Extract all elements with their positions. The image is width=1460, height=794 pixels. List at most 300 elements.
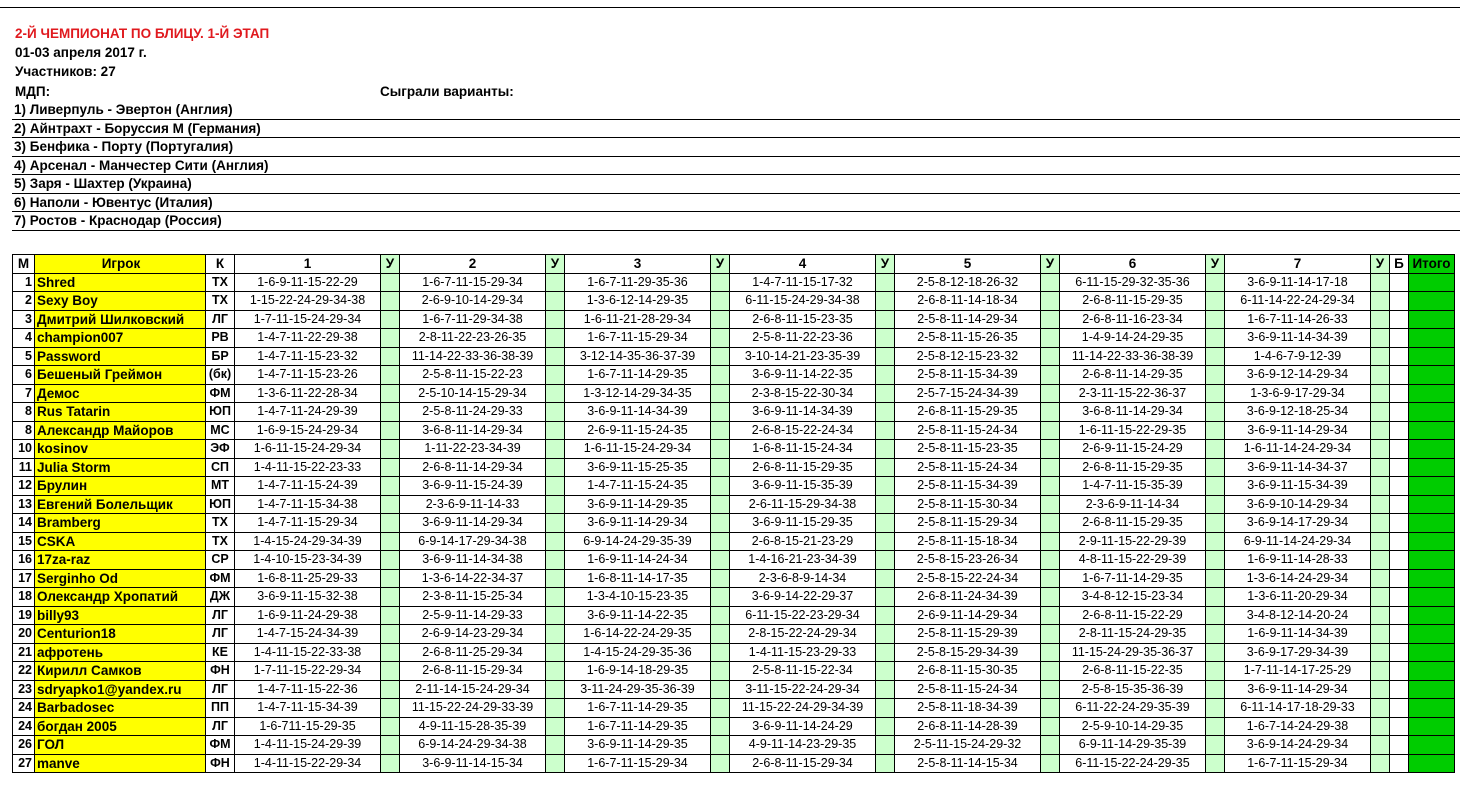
b-cell[interactable]: [1390, 440, 1409, 459]
round-2-variant-cell[interactable]: 3-6-9-11-15-24-39: [400, 477, 546, 496]
round-1-u-cell[interactable]: [381, 588, 400, 607]
b-cell[interactable]: [1390, 606, 1409, 625]
round-3-variant-cell[interactable]: 3-6-9-11-14-22-35: [565, 606, 711, 625]
round-1-variant-cell[interactable]: 1-4-7-11-24-29-39: [235, 403, 381, 422]
round-2-u-cell[interactable]: [546, 514, 565, 533]
round-5-variant-cell[interactable]: 2-6-9-11-14-29-34: [895, 606, 1041, 625]
round-5-u-cell[interactable]: [1041, 569, 1060, 588]
round-4-variant-cell[interactable]: 2-6-11-15-29-34-38: [730, 495, 876, 514]
b-cell[interactable]: [1390, 477, 1409, 496]
round-7-u-cell[interactable]: [1371, 440, 1390, 459]
round-4-variant-cell[interactable]: 2-5-8-11-22-23-36: [730, 329, 876, 348]
total-cell[interactable]: [1409, 347, 1455, 366]
round-6-variant-cell[interactable]: 2-8-11-15-24-29-35: [1060, 625, 1206, 644]
round-5-variant-cell[interactable]: 2-5-8-11-15-26-35: [895, 329, 1041, 348]
round-2-variant-cell[interactable]: 2-6-8-11-14-29-34: [400, 458, 546, 477]
round-1-u-cell[interactable]: [381, 625, 400, 644]
player-name-cell[interactable]: Демос: [35, 384, 206, 403]
round-3-variant-cell[interactable]: 3-6-9-11-14-29-34: [565, 514, 711, 533]
player-name-cell[interactable]: афротень: [35, 643, 206, 662]
round-4-variant-cell[interactable]: 2-3-8-15-22-30-34: [730, 384, 876, 403]
player-name-cell[interactable]: Кирилл Самков: [35, 662, 206, 681]
round-4-u-cell[interactable]: [876, 440, 895, 459]
round-5-variant-cell[interactable]: 2-5-8-11-15-34-39: [895, 477, 1041, 496]
round-1-variant-cell[interactable]: 1-4-11-15-24-29-39: [235, 736, 381, 755]
round-1-variant-cell[interactable]: 1-7-11-15-24-29-34: [235, 310, 381, 329]
round-2-u-cell[interactable]: [546, 606, 565, 625]
round-1-u-cell[interactable]: [381, 551, 400, 570]
round-4-u-cell[interactable]: [876, 310, 895, 329]
round-5-u-cell[interactable]: [1041, 310, 1060, 329]
header-round-5[interactable]: 5: [895, 255, 1041, 274]
round-7-variant-cell[interactable]: 3-6-9-12-18-25-34: [1225, 403, 1371, 422]
round-7-variant-cell[interactable]: 1-6-7-11-15-29-34: [1225, 754, 1371, 773]
round-1-variant-cell[interactable]: 1-4-7-11-15-23-32: [235, 347, 381, 366]
row-number-cell[interactable]: 7: [13, 384, 35, 403]
round-5-variant-cell[interactable]: 2-5-8-11-15-24-34: [895, 680, 1041, 699]
round-3-u-cell[interactable]: [711, 440, 730, 459]
b-cell[interactable]: [1390, 495, 1409, 514]
round-5-u-cell[interactable]: [1041, 514, 1060, 533]
round-1-variant-cell[interactable]: 1-4-7-11-15-22-36: [235, 680, 381, 699]
total-cell[interactable]: [1409, 606, 1455, 625]
round-7-u-cell[interactable]: [1371, 643, 1390, 662]
round-1-u-cell[interactable]: [381, 366, 400, 385]
round-5-u-cell[interactable]: [1041, 440, 1060, 459]
total-cell[interactable]: [1409, 514, 1455, 533]
round-6-variant-cell[interactable]: 6-11-15-29-32-35-36: [1060, 273, 1206, 292]
round-5-variant-cell[interactable]: 2-5-8-11-18-34-39: [895, 699, 1041, 718]
round-7-variant-cell[interactable]: 1-6-9-11-14-28-33: [1225, 551, 1371, 570]
row-number-cell[interactable]: 13: [13, 495, 35, 514]
round-1-u-cell[interactable]: [381, 643, 400, 662]
round-2-u-cell[interactable]: [546, 643, 565, 662]
round-6-variant-cell[interactable]: 2-6-8-11-15-29-35: [1060, 514, 1206, 533]
round-5-variant-cell[interactable]: 2-6-8-11-14-18-34: [895, 292, 1041, 311]
total-cell[interactable]: [1409, 310, 1455, 329]
round-1-u-cell[interactable]: [381, 273, 400, 292]
round-4-u-cell[interactable]: [876, 699, 895, 718]
round-4-variant-cell[interactable]: 3-11-15-22-24-29-34: [730, 680, 876, 699]
row-number-cell[interactable]: 22: [13, 662, 35, 681]
round-3-variant-cell[interactable]: 1-3-12-14-29-34-35: [565, 384, 711, 403]
player-name-cell[interactable]: kosinov: [35, 440, 206, 459]
round-5-u-cell[interactable]: [1041, 292, 1060, 311]
round-5-u-cell[interactable]: [1041, 403, 1060, 422]
round-1-u-cell[interactable]: [381, 606, 400, 625]
round-3-variant-cell[interactable]: 1-6-7-11-15-29-34: [565, 329, 711, 348]
header-u-7[interactable]: У: [1371, 255, 1390, 274]
total-cell[interactable]: [1409, 421, 1455, 440]
round-7-variant-cell[interactable]: 3-6-9-11-14-17-18: [1225, 273, 1371, 292]
round-3-variant-cell[interactable]: 1-6-9-14-18-29-35: [565, 662, 711, 681]
header-total[interactable]: Итого: [1409, 255, 1455, 274]
round-2-variant-cell[interactable]: 2-11-14-15-24-29-34: [400, 680, 546, 699]
round-7-variant-cell[interactable]: 3-6-9-11-15-34-39: [1225, 477, 1371, 496]
round-7-variant-cell[interactable]: 3-6-9-11-14-29-34: [1225, 680, 1371, 699]
round-1-variant-cell[interactable]: 1-4-7-11-15-24-39: [235, 477, 381, 496]
round-4-u-cell[interactable]: [876, 421, 895, 440]
round-2-u-cell[interactable]: [546, 551, 565, 570]
header-player[interactable]: Игрок: [35, 255, 206, 274]
round-7-u-cell[interactable]: [1371, 347, 1390, 366]
total-cell[interactable]: [1409, 440, 1455, 459]
row-number-cell[interactable]: 2: [13, 292, 35, 311]
round-4-variant-cell[interactable]: 2-6-8-11-15-29-34: [730, 754, 876, 773]
player-name-cell[interactable]: 17za-raz: [35, 551, 206, 570]
round-4-u-cell[interactable]: [876, 569, 895, 588]
class-code-cell[interactable]: ЛГ: [206, 717, 235, 736]
round-6-variant-cell[interactable]: 1-4-7-11-15-35-39: [1060, 477, 1206, 496]
round-3-u-cell[interactable]: [711, 754, 730, 773]
round-2-variant-cell[interactable]: 3-6-9-11-14-34-38: [400, 551, 546, 570]
round-5-u-cell[interactable]: [1041, 495, 1060, 514]
class-code-cell[interactable]: СП: [206, 458, 235, 477]
round-6-u-cell[interactable]: [1206, 551, 1225, 570]
round-7-u-cell[interactable]: [1371, 736, 1390, 755]
round-6-u-cell[interactable]: [1206, 347, 1225, 366]
round-4-u-cell[interactable]: [876, 273, 895, 292]
round-2-u-cell[interactable]: [546, 310, 565, 329]
player-name-cell[interactable]: Julia Storm: [35, 458, 206, 477]
round-7-variant-cell[interactable]: 1-6-7-11-14-26-33: [1225, 310, 1371, 329]
round-2-variant-cell[interactable]: 2-5-8-11-24-29-33: [400, 403, 546, 422]
round-6-u-cell[interactable]: [1206, 680, 1225, 699]
round-1-u-cell[interactable]: [381, 292, 400, 311]
round-4-variant-cell[interactable]: 3-6-9-11-14-34-39: [730, 403, 876, 422]
round-4-u-cell[interactable]: [876, 625, 895, 644]
round-3-variant-cell[interactable]: 1-6-7-11-14-29-35: [565, 366, 711, 385]
header-round-7[interactable]: 7: [1225, 255, 1371, 274]
round-3-variant-cell[interactable]: 6-9-14-24-29-35-39: [565, 532, 711, 551]
header-u-1[interactable]: У: [381, 255, 400, 274]
round-1-variant-cell[interactable]: 1-4-7-11-15-23-26: [235, 366, 381, 385]
b-cell[interactable]: [1390, 329, 1409, 348]
round-4-u-cell[interactable]: [876, 347, 895, 366]
total-cell[interactable]: [1409, 680, 1455, 699]
round-6-variant-cell[interactable]: 6-11-15-22-24-29-35: [1060, 754, 1206, 773]
round-1-variant-cell[interactable]: 1-4-7-11-15-29-34: [235, 514, 381, 533]
round-6-u-cell[interactable]: [1206, 440, 1225, 459]
round-6-u-cell[interactable]: [1206, 643, 1225, 662]
round-7-u-cell[interactable]: [1371, 310, 1390, 329]
class-code-cell[interactable]: ПП: [206, 699, 235, 718]
round-6-variant-cell[interactable]: 3-6-8-11-14-29-34: [1060, 403, 1206, 422]
round-5-u-cell[interactable]: [1041, 532, 1060, 551]
round-2-u-cell[interactable]: [546, 384, 565, 403]
round-4-variant-cell[interactable]: 11-15-22-24-29-34-39: [730, 699, 876, 718]
player-name-cell[interactable]: Олександр Хропатий: [35, 588, 206, 607]
total-cell[interactable]: [1409, 329, 1455, 348]
total-cell[interactable]: [1409, 754, 1455, 773]
round-3-variant-cell[interactable]: 1-6-7-11-15-29-34: [565, 754, 711, 773]
row-number-cell[interactable]: 14: [13, 514, 35, 533]
round-1-variant-cell[interactable]: 1-3-6-11-22-28-34: [235, 384, 381, 403]
round-2-variant-cell[interactable]: 2-5-9-11-14-29-33: [400, 606, 546, 625]
round-7-variant-cell[interactable]: 3-6-9-14-24-29-34: [1225, 736, 1371, 755]
round-6-variant-cell[interactable]: 1-4-9-14-24-29-35: [1060, 329, 1206, 348]
player-name-cell[interactable]: Дмитрий Шилковский: [35, 310, 206, 329]
header-round-2[interactable]: 2: [400, 255, 546, 274]
round-4-u-cell[interactable]: [876, 495, 895, 514]
player-name-cell[interactable]: champion007: [35, 329, 206, 348]
round-6-variant-cell[interactable]: 4-8-11-15-22-29-39: [1060, 551, 1206, 570]
round-5-variant-cell[interactable]: 2-5-8-11-15-18-34: [895, 532, 1041, 551]
row-number-cell[interactable]: 3: [13, 310, 35, 329]
round-1-variant-cell[interactable]: 1-6-9-11-15-22-29: [235, 273, 381, 292]
round-4-u-cell[interactable]: [876, 329, 895, 348]
round-6-variant-cell[interactable]: 3-4-8-12-15-23-34: [1060, 588, 1206, 607]
round-5-variant-cell[interactable]: 2-5-8-11-15-23-35: [895, 440, 1041, 459]
round-3-u-cell[interactable]: [711, 569, 730, 588]
round-4-variant-cell[interactable]: 3-6-9-11-14-24-29: [730, 717, 876, 736]
round-7-u-cell[interactable]: [1371, 754, 1390, 773]
b-cell[interactable]: [1390, 292, 1409, 311]
round-6-u-cell[interactable]: [1206, 310, 1225, 329]
round-5-u-cell[interactable]: [1041, 551, 1060, 570]
b-cell[interactable]: [1390, 384, 1409, 403]
round-7-variant-cell[interactable]: 3-6-9-11-14-34-39: [1225, 329, 1371, 348]
row-number-cell[interactable]: 16: [13, 551, 35, 570]
round-3-variant-cell[interactable]: 3-6-9-11-15-25-35: [565, 458, 711, 477]
b-cell[interactable]: [1390, 754, 1409, 773]
round-3-u-cell[interactable]: [711, 625, 730, 644]
round-3-variant-cell[interactable]: 1-4-7-11-15-24-35: [565, 477, 711, 496]
total-cell[interactable]: [1409, 532, 1455, 551]
total-cell[interactable]: [1409, 551, 1455, 570]
row-number-cell[interactable]: 1: [13, 273, 35, 292]
round-3-u-cell[interactable]: [711, 588, 730, 607]
b-cell[interactable]: [1390, 366, 1409, 385]
round-4-u-cell[interactable]: [876, 292, 895, 311]
class-code-cell[interactable]: ЭФ: [206, 440, 235, 459]
round-7-variant-cell[interactable]: 6-11-14-17-18-29-33: [1225, 699, 1371, 718]
round-7-u-cell[interactable]: [1371, 699, 1390, 718]
round-5-u-cell[interactable]: [1041, 717, 1060, 736]
round-2-variant-cell[interactable]: 2-3-8-11-15-25-34: [400, 588, 546, 607]
round-6-variant-cell[interactable]: 2-6-8-11-15-22-29: [1060, 606, 1206, 625]
round-5-variant-cell[interactable]: 2-6-8-11-24-34-39: [895, 588, 1041, 607]
round-6-variant-cell[interactable]: 6-11-22-24-29-35-39: [1060, 699, 1206, 718]
player-name-cell[interactable]: ГОЛ: [35, 736, 206, 755]
round-3-u-cell[interactable]: [711, 606, 730, 625]
round-6-variant-cell[interactable]: 2-6-8-11-14-29-35: [1060, 366, 1206, 385]
round-3-u-cell[interactable]: [711, 699, 730, 718]
round-3-u-cell[interactable]: [711, 495, 730, 514]
row-number-cell[interactable]: 10: [13, 440, 35, 459]
round-5-u-cell[interactable]: [1041, 625, 1060, 644]
round-7-variant-cell[interactable]: 3-6-9-14-17-29-34: [1225, 514, 1371, 533]
class-code-cell[interactable]: РВ: [206, 329, 235, 348]
b-cell[interactable]: [1390, 588, 1409, 607]
round-4-u-cell[interactable]: [876, 717, 895, 736]
round-2-variant-cell[interactable]: 3-6-9-11-14-15-34: [400, 754, 546, 773]
round-3-u-cell[interactable]: [711, 532, 730, 551]
round-6-u-cell[interactable]: [1206, 495, 1225, 514]
round-7-u-cell[interactable]: [1371, 329, 1390, 348]
round-3-variant-cell[interactable]: 1-6-7-11-14-29-35: [565, 717, 711, 736]
row-number-cell[interactable]: 27: [13, 754, 35, 773]
round-7-variant-cell[interactable]: 3-6-9-11-14-29-34: [1225, 421, 1371, 440]
b-cell[interactable]: [1390, 736, 1409, 755]
header-u-3[interactable]: У: [711, 255, 730, 274]
row-number-cell[interactable]: 8: [13, 403, 35, 422]
round-1-u-cell[interactable]: [381, 699, 400, 718]
round-2-variant-cell[interactable]: 2-6-9-14-23-29-34: [400, 625, 546, 644]
round-1-variant-cell[interactable]: 1-4-7-11-15-34-38: [235, 495, 381, 514]
round-7-variant-cell[interactable]: 1-4-6-7-9-12-39: [1225, 347, 1371, 366]
round-1-u-cell[interactable]: [381, 662, 400, 681]
round-3-variant-cell[interactable]: 1-4-15-24-29-35-36: [565, 643, 711, 662]
player-name-cell[interactable]: Bramberg: [35, 514, 206, 533]
class-code-cell[interactable]: ДЖ: [206, 588, 235, 607]
player-name-cell[interactable]: Евгений Болельщик: [35, 495, 206, 514]
round-4-variant-cell[interactable]: 2-3-6-8-9-14-34: [730, 569, 876, 588]
round-5-u-cell[interactable]: [1041, 329, 1060, 348]
round-4-u-cell[interactable]: [876, 514, 895, 533]
round-3-variant-cell[interactable]: 1-6-11-21-28-29-34: [565, 310, 711, 329]
b-cell[interactable]: [1390, 273, 1409, 292]
round-3-u-cell[interactable]: [711, 736, 730, 755]
total-cell[interactable]: [1409, 643, 1455, 662]
round-2-variant-cell[interactable]: 3-6-9-11-14-29-34: [400, 514, 546, 533]
round-3-u-cell[interactable]: [711, 384, 730, 403]
round-1-u-cell[interactable]: [381, 458, 400, 477]
total-cell[interactable]: [1409, 699, 1455, 718]
class-code-cell[interactable]: ТХ: [206, 273, 235, 292]
round-1-variant-cell[interactable]: 1-6-9-15-24-29-34: [235, 421, 381, 440]
class-code-cell[interactable]: БР: [206, 347, 235, 366]
row-number-cell[interactable]: 19: [13, 606, 35, 625]
round-1-variant-cell[interactable]: 1-4-15-24-29-34-39: [235, 532, 381, 551]
round-4-variant-cell[interactable]: 3-6-9-11-14-22-35: [730, 366, 876, 385]
round-5-variant-cell[interactable]: 2-5-8-11-14-29-34: [895, 310, 1041, 329]
round-6-variant-cell[interactable]: 1-6-7-11-14-29-35: [1060, 569, 1206, 588]
round-1-variant-cell[interactable]: 1-4-11-15-22-33-38: [235, 643, 381, 662]
round-7-variant-cell[interactable]: 1-6-9-11-14-34-39: [1225, 625, 1371, 644]
round-3-u-cell[interactable]: [711, 514, 730, 533]
round-3-variant-cell[interactable]: 1-6-11-15-24-29-34: [565, 440, 711, 459]
class-code-cell[interactable]: ТХ: [206, 292, 235, 311]
round-6-variant-cell[interactable]: 1-6-11-15-22-29-35: [1060, 421, 1206, 440]
round-7-u-cell[interactable]: [1371, 680, 1390, 699]
round-6-variant-cell[interactable]: 2-6-9-11-15-24-29: [1060, 440, 1206, 459]
b-cell[interactable]: [1390, 551, 1409, 570]
round-2-variant-cell[interactable]: 2-5-8-11-15-22-23: [400, 366, 546, 385]
round-2-variant-cell[interactable]: 1-3-6-14-22-34-37: [400, 569, 546, 588]
round-6-u-cell[interactable]: [1206, 699, 1225, 718]
round-5-u-cell[interactable]: [1041, 477, 1060, 496]
row-number-cell[interactable]: 8: [13, 421, 35, 440]
round-5-u-cell[interactable]: [1041, 347, 1060, 366]
round-7-u-cell[interactable]: [1371, 384, 1390, 403]
player-name-cell[interactable]: billy93: [35, 606, 206, 625]
round-2-variant-cell[interactable]: 1-6-7-11-29-34-38: [400, 310, 546, 329]
round-3-u-cell[interactable]: [711, 403, 730, 422]
round-1-u-cell[interactable]: [381, 347, 400, 366]
row-number-cell[interactable]: 17: [13, 569, 35, 588]
class-code-cell[interactable]: ФМ: [206, 384, 235, 403]
header-u-2[interactable]: У: [546, 255, 565, 274]
b-cell[interactable]: [1390, 347, 1409, 366]
round-4-variant-cell[interactable]: 3-6-9-11-15-35-39: [730, 477, 876, 496]
round-6-u-cell[interactable]: [1206, 588, 1225, 607]
b-cell[interactable]: [1390, 421, 1409, 440]
round-2-variant-cell[interactable]: 2-3-6-9-11-14-33: [400, 495, 546, 514]
round-5-u-cell[interactable]: [1041, 421, 1060, 440]
round-5-variant-cell[interactable]: 2-5-8-15-22-24-34: [895, 569, 1041, 588]
round-5-variant-cell[interactable]: 2-6-8-11-14-28-39: [895, 717, 1041, 736]
header-u-4[interactable]: У: [876, 255, 895, 274]
round-2-variant-cell[interactable]: 11-15-22-24-29-33-39: [400, 699, 546, 718]
round-7-u-cell[interactable]: [1371, 606, 1390, 625]
round-2-variant-cell[interactable]: 2-6-8-11-15-29-34: [400, 662, 546, 681]
round-5-variant-cell[interactable]: 2-5-8-11-15-34-39: [895, 366, 1041, 385]
round-4-variant-cell[interactable]: 1-4-11-15-23-29-33: [730, 643, 876, 662]
player-name-cell[interactable]: manve: [35, 754, 206, 773]
round-3-variant-cell[interactable]: 3-6-9-11-14-29-35: [565, 495, 711, 514]
round-7-u-cell[interactable]: [1371, 477, 1390, 496]
round-7-u-cell[interactable]: [1371, 569, 1390, 588]
round-6-variant-cell[interactable]: 6-9-11-14-29-35-39: [1060, 736, 1206, 755]
round-1-u-cell[interactable]: [381, 717, 400, 736]
round-6-u-cell[interactable]: [1206, 736, 1225, 755]
round-2-u-cell[interactable]: [546, 403, 565, 422]
b-cell[interactable]: [1390, 680, 1409, 699]
round-7-u-cell[interactable]: [1371, 717, 1390, 736]
round-5-u-cell[interactable]: [1041, 699, 1060, 718]
round-6-u-cell[interactable]: [1206, 384, 1225, 403]
round-1-variant-cell[interactable]: 1-6-711-15-29-35: [235, 717, 381, 736]
round-4-variant-cell[interactable]: 6-11-15-24-29-34-38: [730, 292, 876, 311]
round-2-u-cell[interactable]: [546, 717, 565, 736]
round-5-u-cell[interactable]: [1041, 366, 1060, 385]
round-6-variant-cell[interactable]: 2-9-11-15-22-29-39: [1060, 532, 1206, 551]
round-2-u-cell[interactable]: [546, 754, 565, 773]
round-1-variant-cell[interactable]: 1-4-11-15-22-23-33: [235, 458, 381, 477]
round-1-u-cell[interactable]: [381, 569, 400, 588]
row-number-cell[interactable]: 4: [13, 329, 35, 348]
round-1-variant-cell[interactable]: 1-4-7-11-22-29-38: [235, 329, 381, 348]
round-6-u-cell[interactable]: [1206, 403, 1225, 422]
round-7-u-cell[interactable]: [1371, 403, 1390, 422]
row-number-cell[interactable]: 26: [13, 736, 35, 755]
round-3-u-cell[interactable]: [711, 366, 730, 385]
round-4-u-cell[interactable]: [876, 551, 895, 570]
round-1-variant-cell[interactable]: 1-4-7-15-24-34-39: [235, 625, 381, 644]
round-2-u-cell[interactable]: [546, 273, 565, 292]
round-3-variant-cell[interactable]: 3-6-9-11-14-29-35: [565, 736, 711, 755]
round-2-u-cell[interactable]: [546, 366, 565, 385]
class-code-cell[interactable]: (бк): [206, 366, 235, 385]
round-4-variant-cell[interactable]: 2-6-8-15-21-23-29: [730, 532, 876, 551]
round-5-u-cell[interactable]: [1041, 606, 1060, 625]
row-number-cell[interactable]: 15: [13, 532, 35, 551]
round-4-u-cell[interactable]: [876, 366, 895, 385]
class-code-cell[interactable]: ЛГ: [206, 680, 235, 699]
round-5-u-cell[interactable]: [1041, 458, 1060, 477]
round-1-u-cell[interactable]: [381, 310, 400, 329]
class-code-cell[interactable]: ЮП: [206, 403, 235, 422]
total-cell[interactable]: [1409, 273, 1455, 292]
round-5-variant-cell[interactable]: 2-5-8-12-15-23-32: [895, 347, 1041, 366]
round-3-u-cell[interactable]: [711, 347, 730, 366]
row-number-cell[interactable]: 21: [13, 643, 35, 662]
round-4-u-cell[interactable]: [876, 643, 895, 662]
round-4-variant-cell[interactable]: 2-6-8-11-15-23-35: [730, 310, 876, 329]
round-4-u-cell[interactable]: [876, 606, 895, 625]
class-code-cell[interactable]: ТХ: [206, 532, 235, 551]
